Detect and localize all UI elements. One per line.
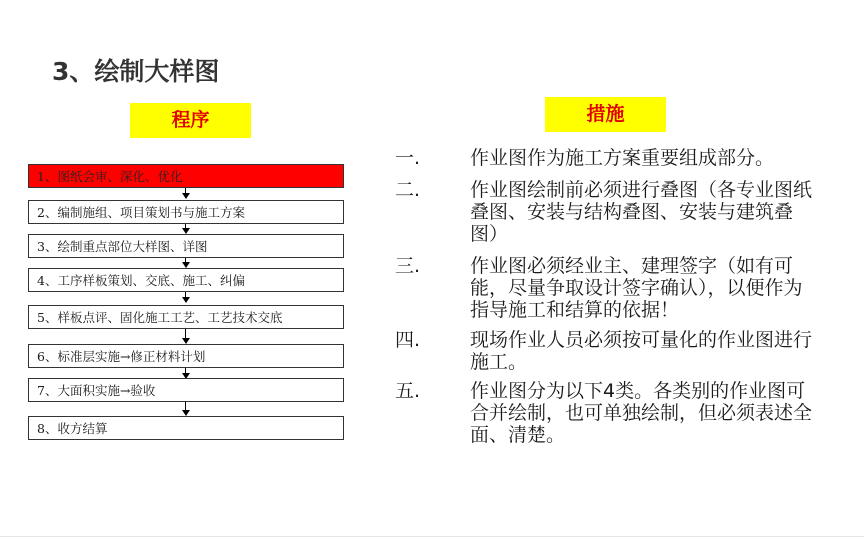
- measure-number: 三.: [395, 255, 421, 277]
- process-step-4: 4、工序样板策划、交底、施工、纠偏: [28, 268, 344, 292]
- bottom-divider: [0, 536, 864, 537]
- process-step-8: 8、收方结算: [28, 416, 344, 440]
- process-step-3: 3、绘制重点部位大样图、详图: [28, 234, 344, 258]
- measure-number: 四.: [395, 329, 421, 351]
- process-step-6: 6、标准层实施→修正材料计划: [28, 344, 344, 368]
- slide-title: 3、绘制大样图: [52, 57, 220, 86]
- measure-text: 作业图绘制前必须进行叠图（各专业图纸叠图、安装与结构叠图、安装与建筑叠图）: [470, 179, 813, 245]
- process-step-2: 2、编制施组、项目策划书与施工方案: [28, 200, 344, 224]
- measure-number: 一.: [395, 147, 421, 169]
- measures-label: 措施: [545, 97, 666, 132]
- process-step-7: 7、大面积实施→验收: [28, 378, 344, 402]
- process-label: 程序: [130, 103, 251, 138]
- measure-text: 作业图分为以下4类。各类别的作业图可合并绘制，也可单独绘制，但必须表述全面、清楚。: [470, 380, 813, 446]
- measure-text: 现场作业人员必须按可量化的作业图进行施工。: [470, 329, 813, 373]
- measure-number: 二.: [395, 179, 421, 201]
- measure-number: 五.: [395, 380, 421, 402]
- process-step-1: 1、图纸会审、深化、优化: [28, 164, 344, 188]
- measure-text: 作业图作为施工方案重要组成部分。: [470, 147, 775, 169]
- measure-text: 作业图必须经业主、建理签字（如有可能，尽量争取设计签字确认），以便作为指导施工和结算的依据！: [470, 255, 803, 321]
- process-step-5: 5、样板点评、固化施工工艺、工艺技术交底: [28, 305, 344, 329]
